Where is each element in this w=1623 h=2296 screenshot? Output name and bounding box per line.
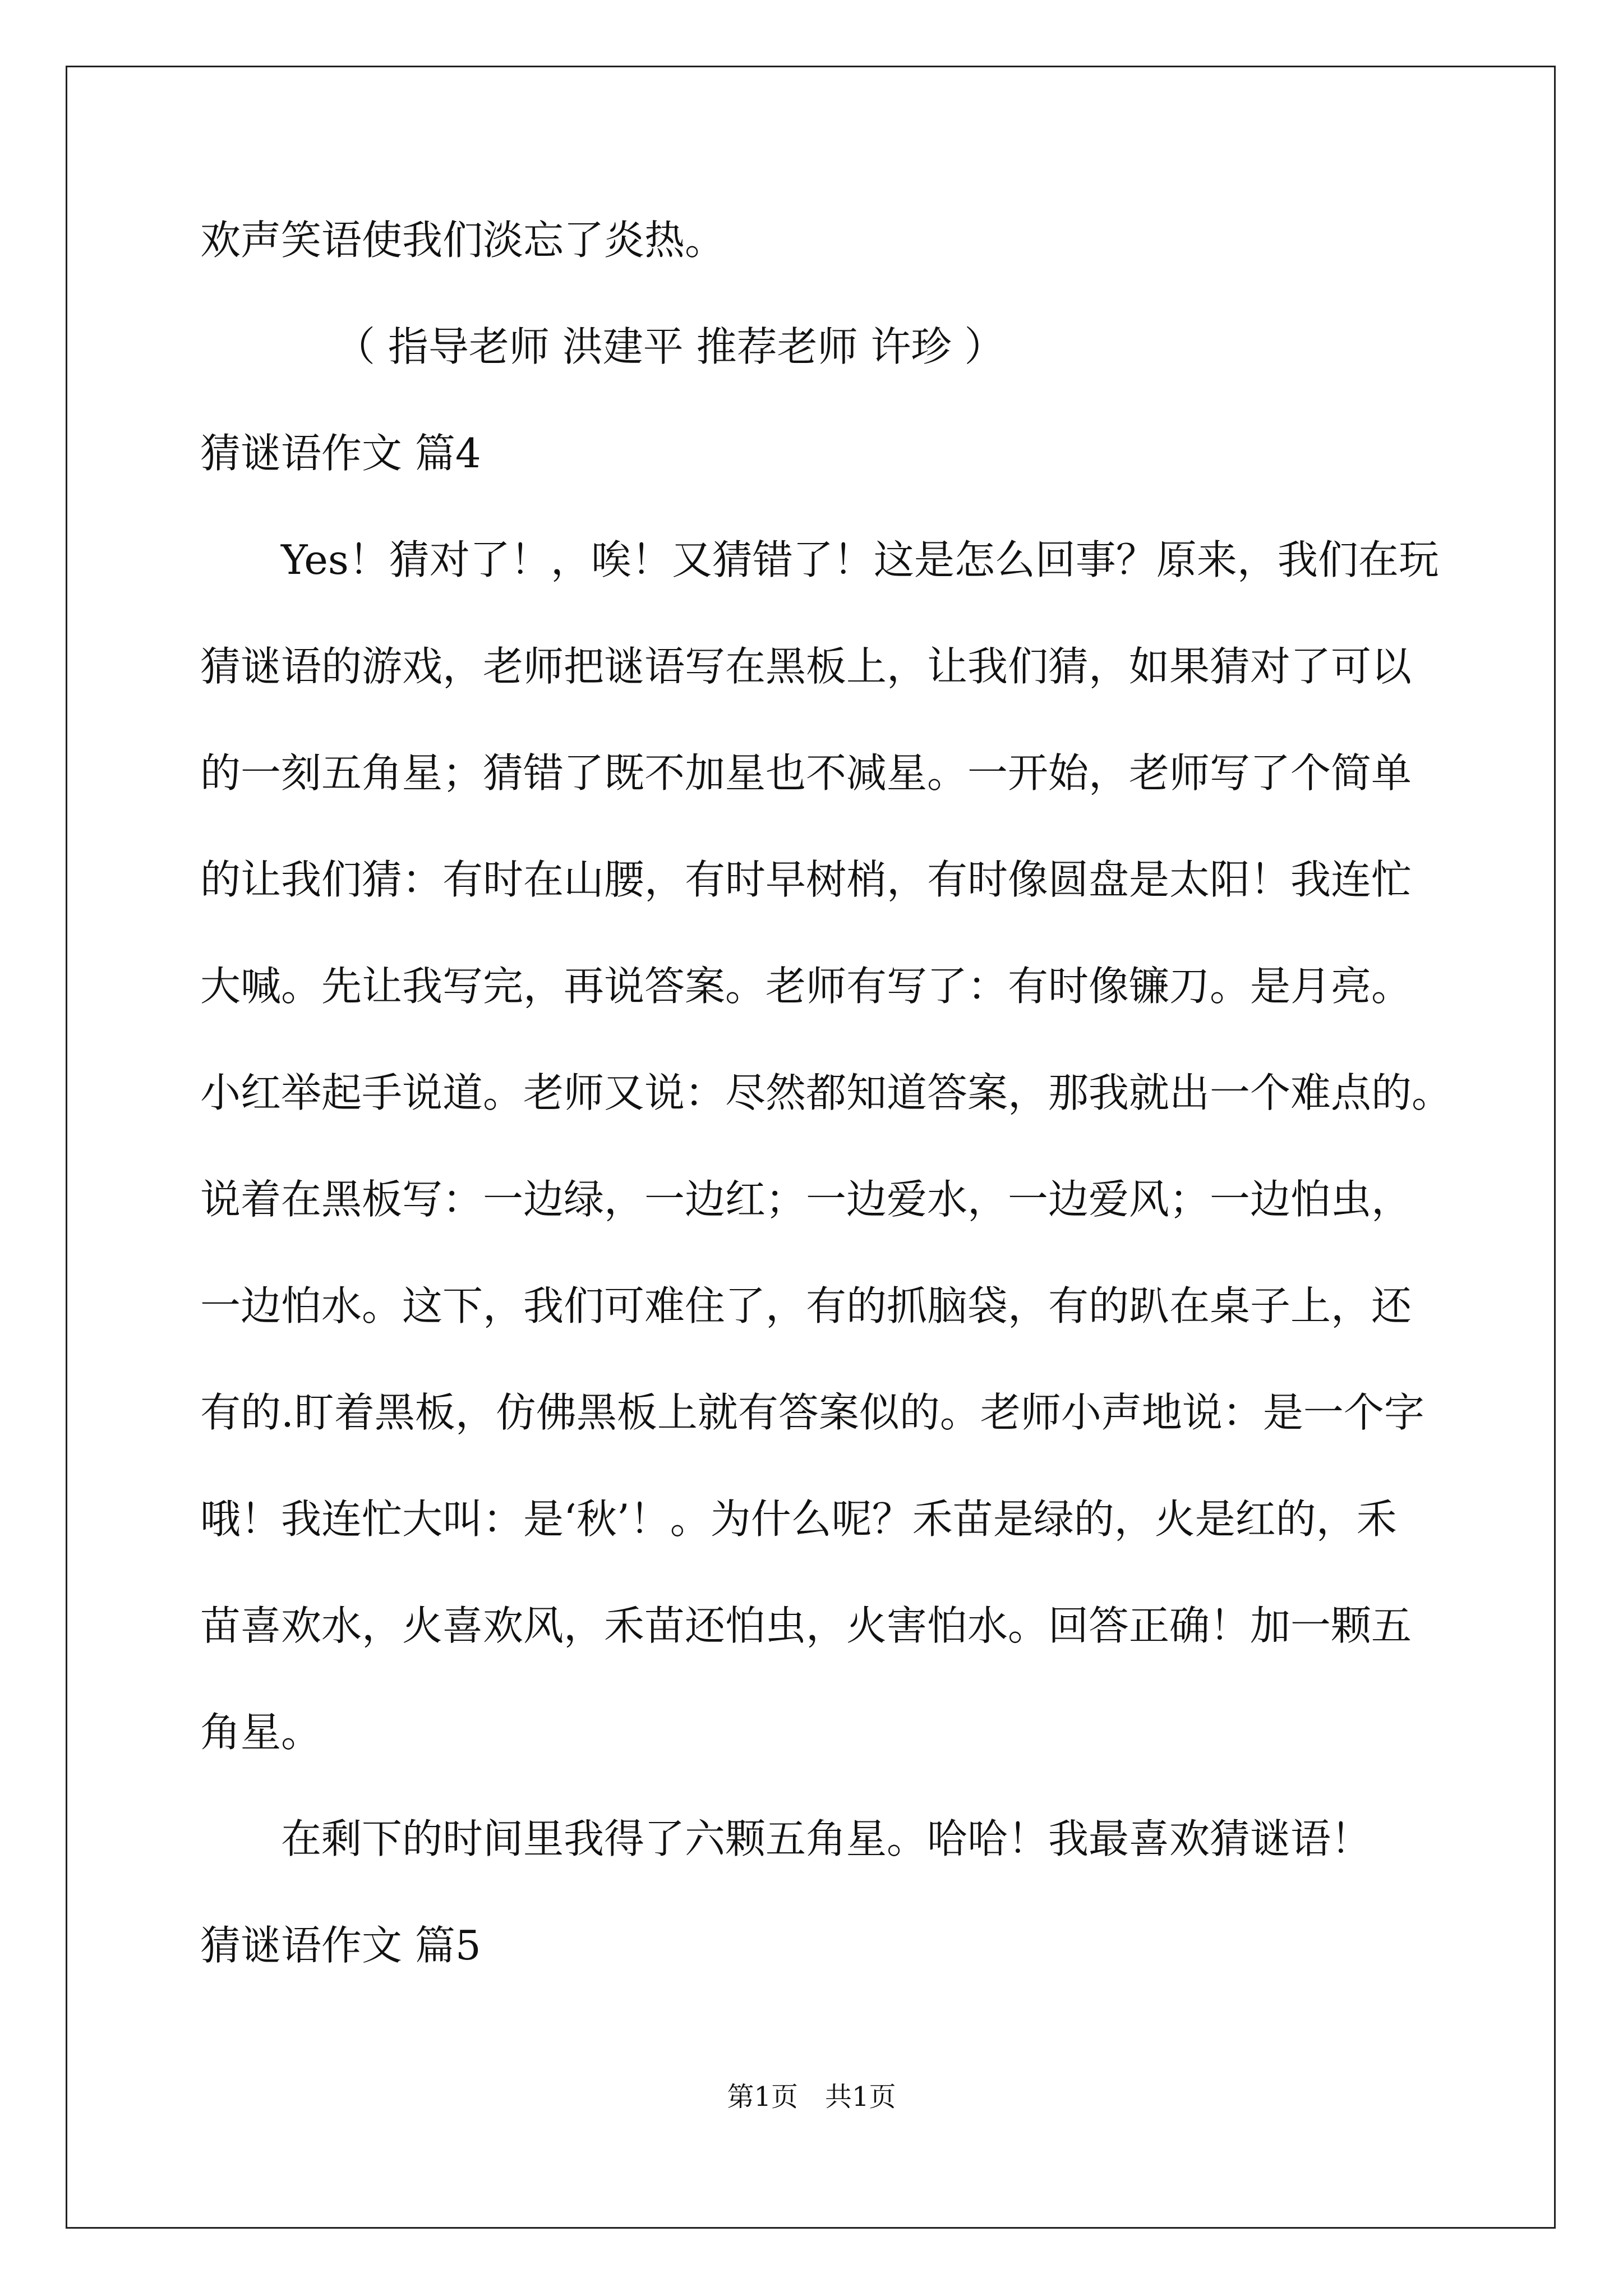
text-line: 有的.盯着黑板，仿佛黑板上就有答案似的。老师小声地说：是一个字 xyxy=(200,1389,1424,1436)
section-heading: 猜谜语作文 篇4 xyxy=(200,430,481,477)
text-line: 角星。 xyxy=(200,1709,322,1756)
text-line: 在剩下的时间里我得了六颗五角星。哈哈！我最喜欢猜谜语！ xyxy=(281,1815,1372,1862)
text-line: 猜谜语的游戏，老师把谜语写在黑板上，让我们猜，如果猜对了可以 xyxy=(200,643,1412,690)
document-body xyxy=(200,213,1453,1972)
text-line: 苗喜欢水，火喜欢风，禾苗还怕虫，火害怕水。回答正确！加一颗五 xyxy=(200,1602,1412,1649)
page-number-footer: 第1页 共1页 xyxy=(727,2081,896,2113)
text-line: 哦！我连忙大叫：是‘秋’！。为什么呢？禾苗是绿的，火是红的，禾 xyxy=(200,1496,1397,1543)
text-line: 的一刻五角星；猜错了既不加星也不减星。一开始，老师写了个简单 xyxy=(200,749,1412,797)
text-line: Yes！猜对了！，唉！又猜错了！这是怎么回事？原来，我们在玩 xyxy=(281,536,1439,583)
section-heading: 猜谜语作文 篇5 xyxy=(200,1922,481,1969)
text-line: 的让我们猜：有时在山腰，有时早树梢，有时像圆盘是太阳！我连忙 xyxy=(200,856,1412,903)
text-line: 大喊。先让我写完，再说答案。老师有写了：有时像镰刀。是月亮。 xyxy=(200,963,1412,1010)
text-line: 一边怕水。这下，我们可难住了，有的抓脑袋，有的趴在桌子上，还 xyxy=(200,1282,1412,1329)
text-line: 说着在黑板写：一边绿，一边红；一边爱水，一边爱风；一边怕虫， xyxy=(200,1176,1412,1223)
text-line: 小红举起手说道。老师又说：尽然都知道答案，那我就出一个难点的。 xyxy=(200,1069,1453,1116)
advisor-note: （ 指导老师 洪建平 推荐老师 许珍 ） xyxy=(335,323,1005,370)
text-line: 欢声笑语使我们淡忘了炎热。 xyxy=(200,217,726,264)
